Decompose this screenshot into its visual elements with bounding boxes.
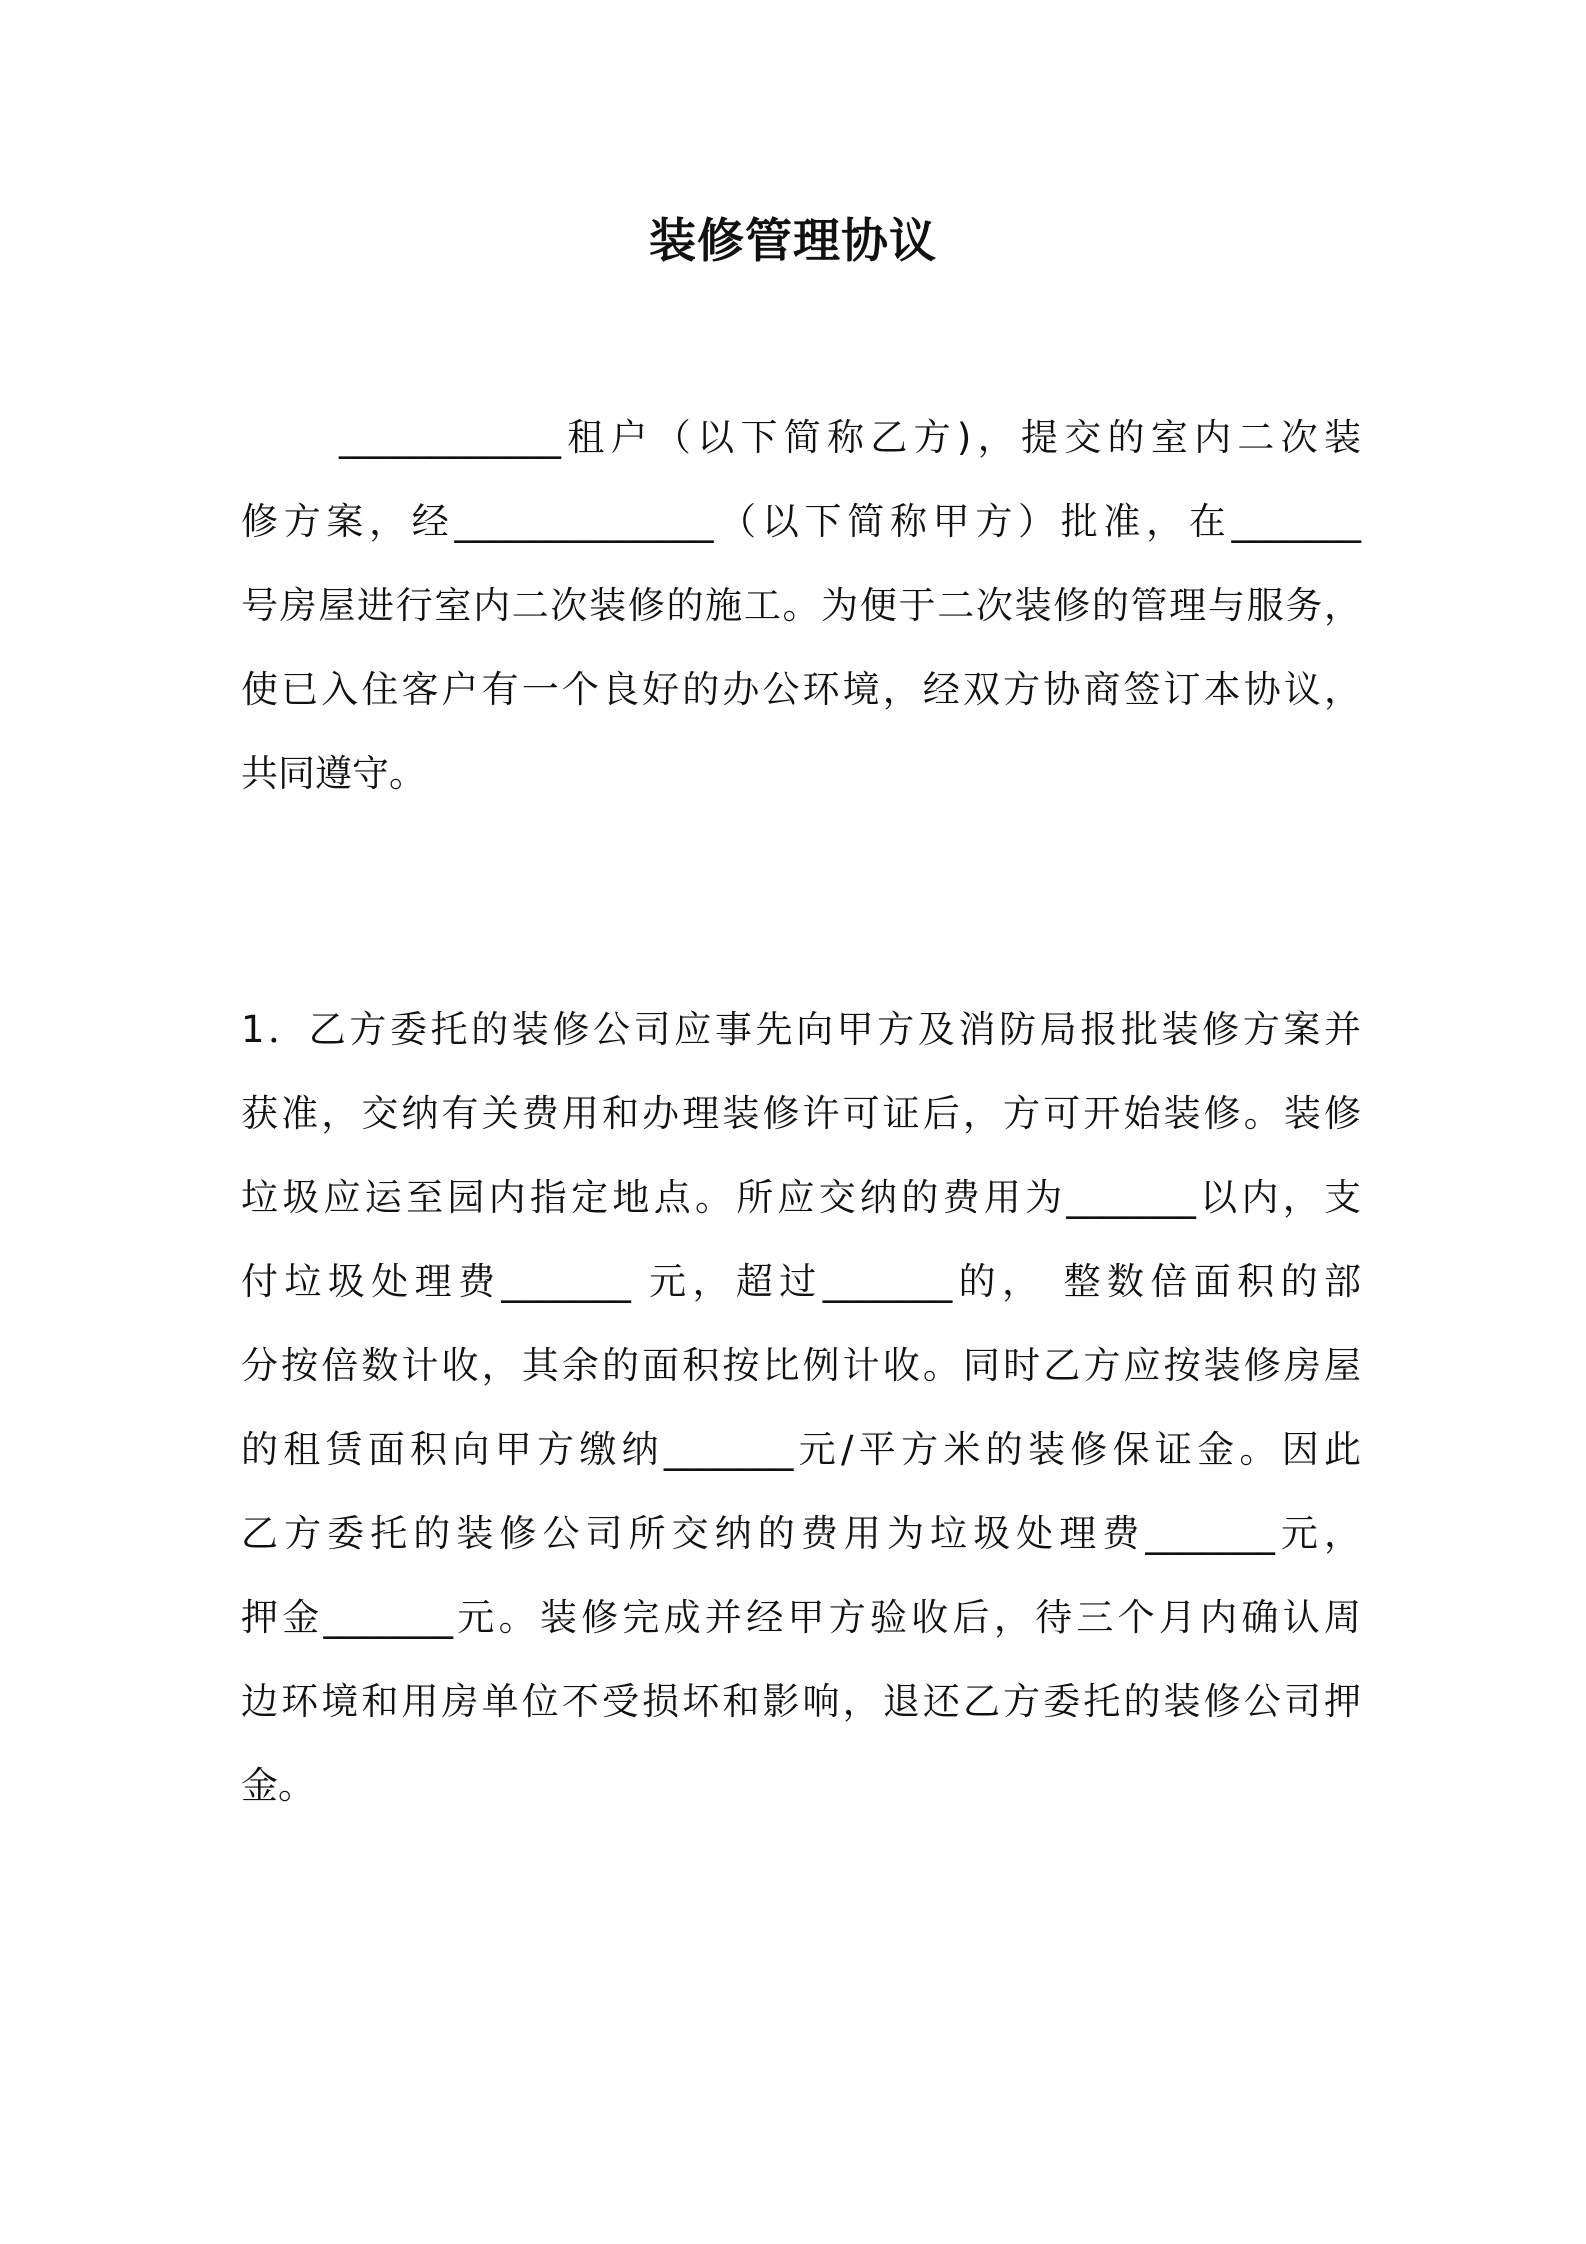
clause-1-line: 付垃圾处理费_______ 元，超过_______的， 整数倍面积的部 [241, 1260, 1361, 1303]
clause-1-line: 边环境和用房单位不受损坏和影响，退还乙方委托的装修公司押 [241, 1680, 1361, 1723]
clause-1-line: 垃圾应运至园内指定地点。所应交纳的费用为_______以内，支 [241, 1176, 1361, 1219]
clause-1-line: 乙方委托的装修公司所交纳的费用为垃圾处理费_______元， [241, 1512, 1361, 1555]
clause-1-line: 金。 [241, 1764, 315, 1807]
clause-1-line: 的租赁面积向甲方缴纳_______元/平方米的装修保证金。因此 [241, 1428, 1361, 1471]
document-title: 装修管理协议 [649, 214, 937, 269]
clause-1-line: 押金_______元。装修完成并经甲方验收后，待三个月内确认周 [241, 1596, 1361, 1639]
clause-1-line: 1．乙方委托的装修公司应事先向甲方及消防局报批装修方案并 [241, 1008, 1361, 1051]
intro-line: 使已入住客户有一个良好的办公环境，经双方协商签订本协议， [241, 668, 1361, 711]
intro-line: ____________租户（以下简称乙方)，提交的室内二次装 [339, 416, 1361, 459]
intro-line: 号房屋进行室内二次装修的施工。为便于二次装修的管理与服务， [241, 584, 1361, 627]
intro-line: 修方案，经______________（以下简称甲方）批准，在_______ [241, 500, 1361, 543]
intro-paragraph [241, 396, 1361, 816]
intro-line: 共同遵守。 [241, 752, 426, 795]
clause-1-line: 分按倍数计收，其余的面积按比例计收。同时乙方应按装修房屋 [241, 1344, 1361, 1387]
clause-1-paragraph [241, 988, 1361, 1828]
clause-1-line: 获准，交纳有关费用和办理装修许可证后，方可开始装修。装修 [241, 1092, 1361, 1135]
